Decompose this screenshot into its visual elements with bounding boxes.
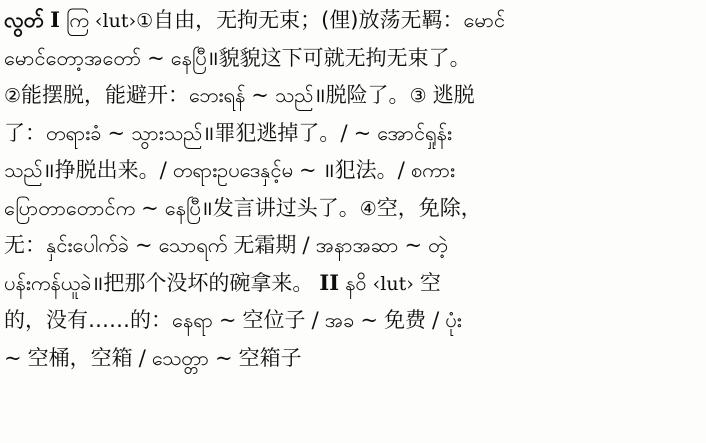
entry-line [4, 77, 704, 115]
example-burmese: ဘေးရန် [189, 83, 246, 107]
entry-line [4, 115, 704, 153]
example-burmese: နေပြီ॥ [170, 45, 219, 70]
sense-number-3: ③ [409, 85, 427, 107]
example-translation: 空桶，空箱 [27, 345, 133, 370]
dictionary-entry-text [4, 2, 704, 377]
gloss-text: 的，没有……的： [4, 308, 172, 332]
entry-line [4, 302, 704, 340]
roman-transcription: ‹lut› [94, 10, 137, 32]
headword-placeholder: ~ [135, 233, 153, 257]
example-burmese: နေရာ [172, 308, 213, 332]
example-burmese: တရားခံ [46, 120, 102, 145]
example-translation: 脱险了。 [325, 83, 410, 107]
example-burmese: စကား [410, 158, 455, 182]
example-translation: 发言讲过头了。 [212, 195, 360, 220]
example-burmese: အခ [324, 308, 355, 332]
headword-placeholder: ~ [147, 45, 165, 70]
example-burmese: ပြောတာတောင်က [4, 195, 136, 220]
gloss-text: 自由，无拘无束；(俚)放荡无羁： [153, 8, 464, 32]
gloss-text: 无： [4, 233, 46, 257]
example-translation: 挣脱出来。 [54, 158, 160, 182]
example-burmese: မောင်တော့အတော် [4, 45, 142, 70]
example-translation: 免费 [384, 308, 426, 332]
pos-marker-2: II [319, 269, 340, 295]
entry-line [4, 2, 704, 40]
sense-number-4: ④ [359, 197, 377, 220]
example-burmese: သေတ္တာ [151, 345, 209, 370]
example-translation: 犯法。 [334, 158, 398, 182]
entry-line [4, 340, 704, 378]
grammar-abbreviation: ကြ [65, 8, 89, 32]
headword-placeholder: ~ [404, 233, 423, 257]
headword-placeholder: ~ [107, 120, 126, 145]
entry-line [4, 227, 704, 265]
entry-line [4, 190, 704, 228]
example-translation: 貌貌这下可就无拘无束了。 [218, 45, 471, 70]
example-translation: 无霜期 [233, 233, 297, 257]
gloss-text: 能摆脱，能避开： [21, 83, 190, 107]
example-burmese: သည်॥ [274, 83, 326, 107]
gloss-text: 逃脱 [432, 83, 475, 107]
example-separator: / [138, 345, 146, 371]
headword-placeholder: ~ [360, 308, 378, 332]
example-separator: / [340, 120, 348, 146]
example-burmese: နှင်းပေါက်ခဲ [46, 233, 130, 257]
headword-placeholder: ~ [353, 120, 372, 145]
sense-number-1: ① [136, 10, 154, 32]
example-burmese: ပန်းကန်ယူခဲ॥ [4, 270, 104, 295]
headword-placeholder: ~ [299, 158, 317, 182]
example-burmese: အောင်ရှုန်း [377, 120, 452, 145]
headword-placeholder: ~ [214, 345, 233, 370]
example-burmese: တဲ့ [428, 233, 448, 257]
headword-placeholder: ~ [4, 345, 22, 370]
entry-line [4, 40, 704, 78]
gloss-text: 了： [4, 120, 46, 145]
example-translation: 空位子 [242, 308, 306, 332]
example-separator: / [432, 308, 440, 333]
example-burmese: ॥ [322, 158, 335, 182]
headword-placeholder: ~ [218, 308, 237, 332]
example-burmese: မောင် [463, 8, 506, 32]
example-burmese: အနာအဆာ [315, 233, 399, 257]
entry-line [4, 152, 704, 190]
example-separator: / [302, 233, 310, 258]
example-burmese: ပုံး [445, 308, 462, 332]
example-translation: 把那个没坏的碗拿来。 [103, 270, 314, 295]
grammar-abbreviation: နဝိ [345, 270, 367, 295]
entry-line [4, 265, 704, 303]
sense-number-2: ② [4, 85, 22, 107]
example-separator: / [159, 158, 167, 183]
gloss-text: 空 [419, 270, 441, 295]
pos-marker-1: I [50, 7, 60, 32]
example-burmese: တရားဥပဒေနှင့်မ [172, 158, 294, 182]
example-translation: 罪犯逃掉了。 [214, 120, 341, 145]
example-separator: / [311, 308, 319, 333]
headword-placeholder: ~ [251, 83, 269, 107]
example-burmese: သွားသည်॥ [131, 120, 215, 145]
example-burmese: သည်॥ [4, 158, 55, 182]
example-burmese: သောရက် [158, 233, 228, 257]
example-separator: / [397, 158, 405, 183]
example-burmese: နေပြီ॥ [164, 195, 213, 220]
gloss-text: 空，免除， [376, 195, 482, 220]
example-translation: 空箱子 [238, 345, 302, 370]
roman-transcription: ‹lut› [372, 272, 414, 295]
headword-placeholder: ~ [141, 195, 159, 220]
headword: လွတ် [4, 8, 45, 32]
